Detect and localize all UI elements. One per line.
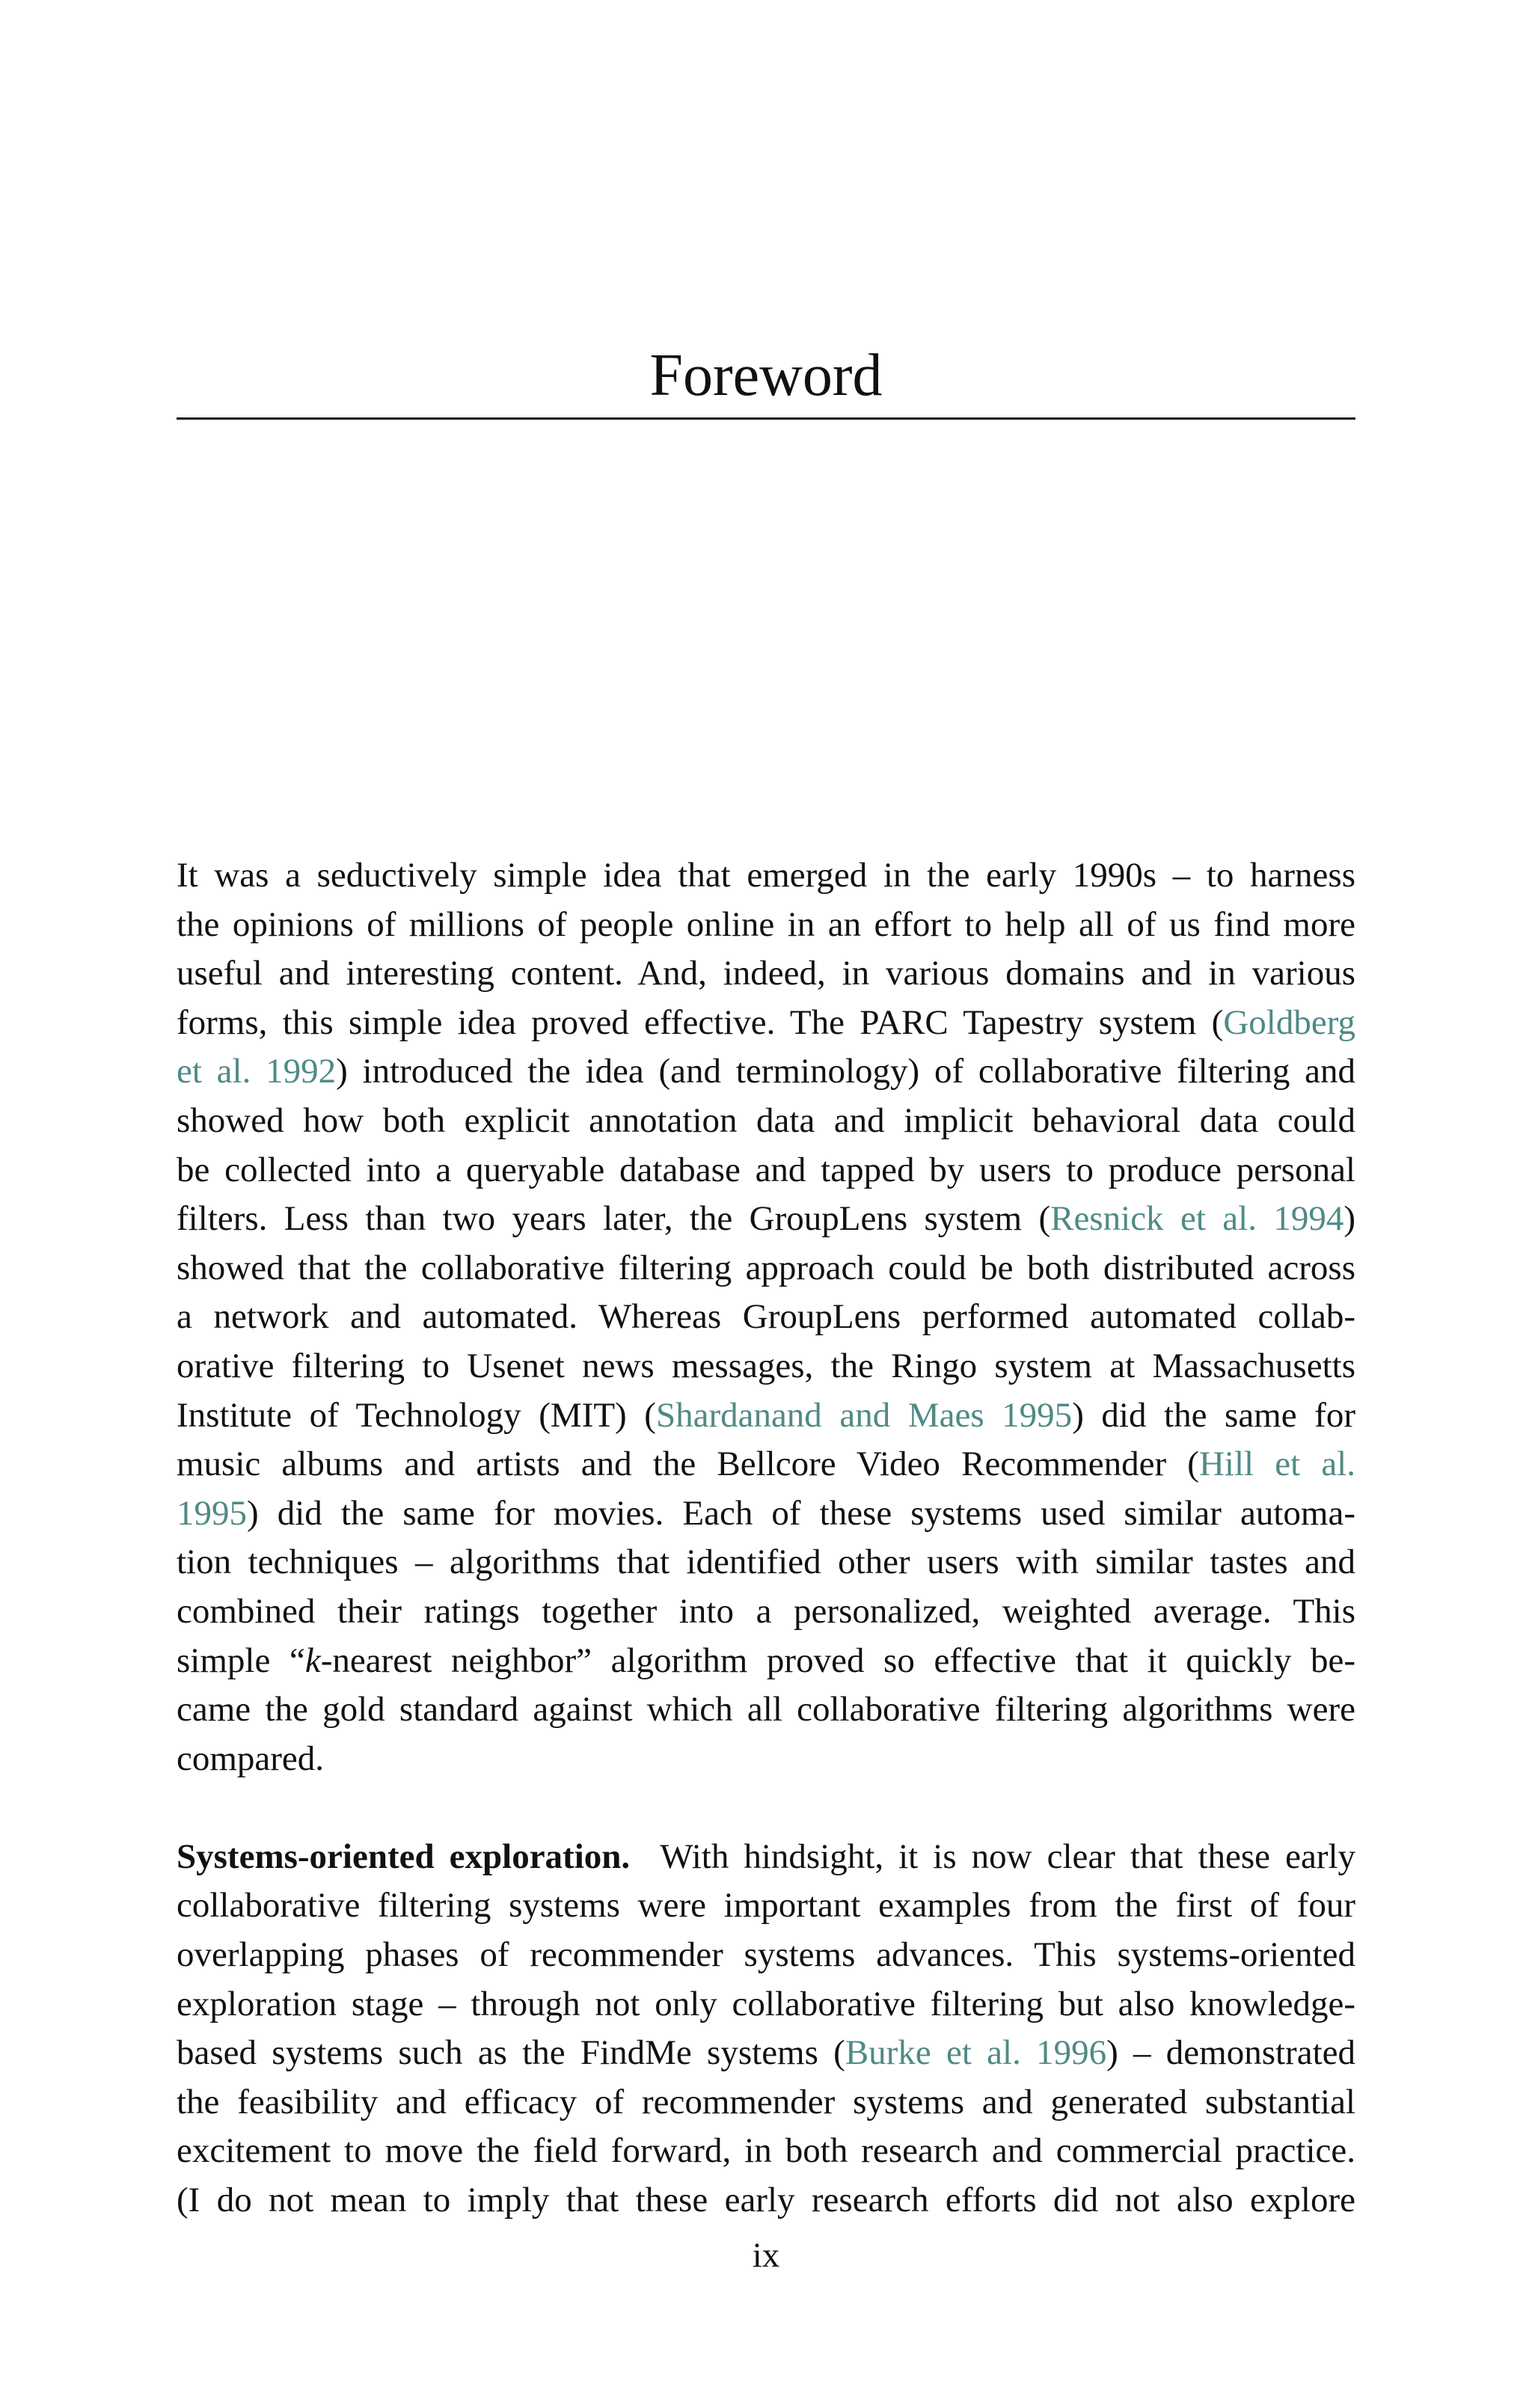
text-line: 1995) did the same for movies. Each of these systems used similar automa- bbox=[177, 1493, 1355, 1533]
text-line: (I do not mean to imply that these early research efforts did not also explore bbox=[177, 2181, 1355, 2220]
text-line: music albums and artists and the Bellcore Video Recommender (Hill et al. bbox=[177, 1445, 1355, 1484]
citation-link-resnick-1994[interactable]: Resnick et al. 1994 bbox=[1050, 1199, 1344, 1239]
text-line: forms, this simple idea proved effective. The PARC Tapestry system (Goldberg bbox=[177, 1002, 1355, 1042]
text-line: the feasibility and efficacy of recommender systems and generated substantial bbox=[177, 2082, 1355, 2121]
text-line: the opinions of millions of people online in an effort to help all of us find more bbox=[177, 904, 1355, 944]
text-line: collaborative filtering systems were important examples from the first of four bbox=[177, 1886, 1355, 1926]
citation-link-goldberg-1992[interactable]: Goldberg bbox=[1223, 1002, 1355, 1042]
run-in-heading: Systems-oriented exploration. bbox=[177, 1836, 631, 1876]
title-rule bbox=[177, 417, 1355, 420]
text-line: be collected into a queryable database and tapped by users to produce personal bbox=[177, 1150, 1355, 1189]
page-number: ix bbox=[752, 2236, 780, 2275]
text-line: tion techniques – algorithms that identified other users with similar tastes and bbox=[177, 1542, 1355, 1582]
text-line: et al. 1992) introduced the idea (and terminology) of collaborative filtering and bbox=[177, 1052, 1355, 1091]
text-line: exploration stage – through not only collaborative filtering but also knowledge- bbox=[177, 1984, 1355, 2023]
text-line: It was a seductively simple idea that emerged in the early 1990s – to harness bbox=[177, 856, 1355, 895]
citation-link-hill-1995-cont[interactable]: 1995 bbox=[177, 1493, 247, 1533]
italic-k: k bbox=[304, 1640, 321, 1680]
text-line: Institute of Technology (MIT) (Shardanand and Maes 1995) did the same for bbox=[177, 1395, 1355, 1435]
text-line: came the gold standard against which all collaborative filtering algorithms were bbox=[177, 1690, 1355, 1730]
text-line: based systems such as the FindMe systems (Burke et al. 1996) – demonstrated bbox=[177, 2033, 1355, 2073]
text-line: orative filtering to Usenet news messages, the Ringo system at Massachusetts bbox=[177, 1346, 1355, 1385]
citation-link-hill-1995[interactable]: Hill et al. bbox=[1198, 1445, 1355, 1484]
text-line: showed how both explicit annotation data and implicit behavioral data could bbox=[177, 1100, 1355, 1140]
text-line: Systems-oriented exploration. With hindsight, it is now clear that these early bbox=[177, 1836, 1356, 1876]
paragraph-gap bbox=[177, 1783, 1355, 1833]
text-line: compared. bbox=[177, 1738, 325, 1778]
text-line: excitement to move the field forward, in both research and commercial practice. bbox=[177, 2131, 1355, 2171]
text-line: showed that the collaborative filtering approach could be both distributed across bbox=[177, 1248, 1355, 1287]
text-line: simple “k-nearest neighbor” algorithm proved so effective that it quickly be- bbox=[177, 1640, 1356, 1680]
text-line: filters. Less than two years later, the GroupLens system (Resnick et al. 1994) bbox=[177, 1199, 1355, 1239]
chapter-title: Foreword bbox=[649, 343, 883, 408]
text-line: useful and interesting content. And, indeed, in various domains and in various bbox=[177, 954, 1355, 993]
citation-link-goldberg-1992-cont[interactable]: et al. 1992 bbox=[177, 1052, 337, 1091]
citation-link-shardanand-maes-1995[interactable]: Shardanand and Maes 1995 bbox=[655, 1395, 1073, 1435]
text-line: overlapping phases of recommender systems advances. This systems-oriented bbox=[177, 1935, 1355, 1975]
citation-link-burke-1996[interactable]: Burke et al. 1996 bbox=[845, 2033, 1107, 2073]
text-line: a network and automated. Whereas GroupLens performed automated collab- bbox=[177, 1297, 1355, 1337]
body-text bbox=[177, 851, 1355, 2225]
text-line: combined their ratings together into a personalized, weighted average. This bbox=[177, 1591, 1355, 1631]
